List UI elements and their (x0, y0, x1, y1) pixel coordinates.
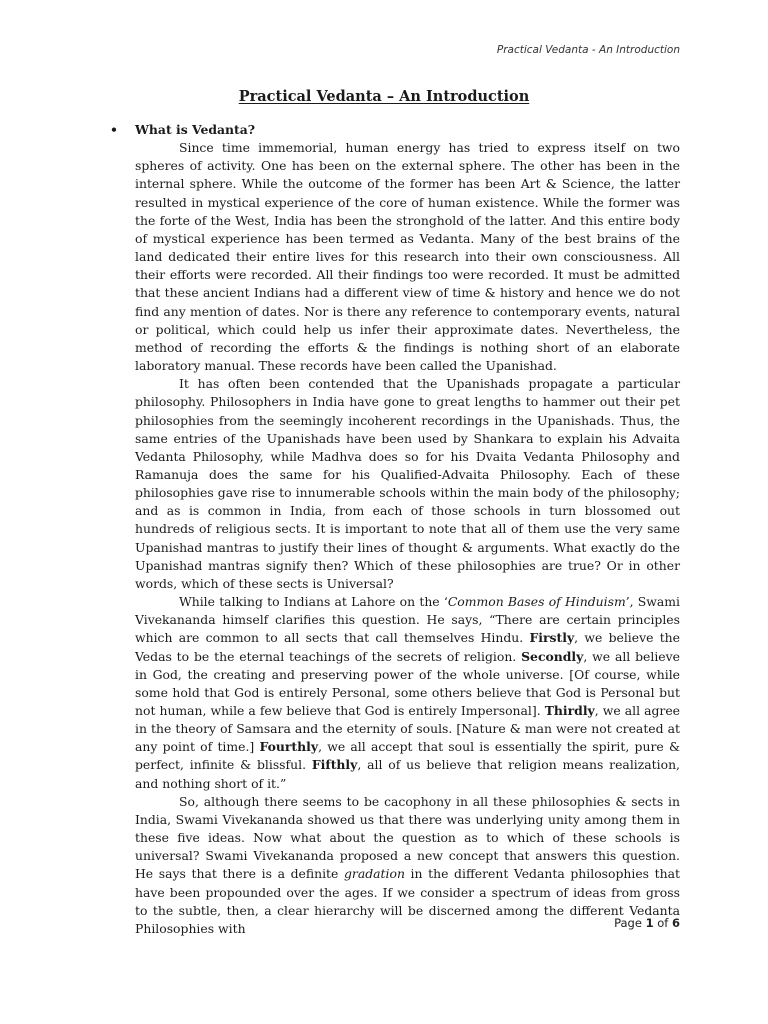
document-title: Practical Vedanta – An Introduction (238, 88, 530, 105)
p3-text: ’, Swami Vivekananda himself clarifies this question. He says, “There are certain principles which are common to all sects that call themselves Hindu. (135, 594, 681, 646)
current-page: 1 (645, 916, 654, 930)
emphasis-fourthly: Fourthly (259, 739, 319, 755)
paragraph-1: Since time immemorial, human energy has tried to express itself on two spheres of activity. One has been on the external sphere. The other has been in the internal sphere. While the outcome of the former has been Art & Science, the latter resulted in mystical experience of the core of human existence. While the former was the forte of the West, India has been the stronghold of the latter. And this entire body of mystical experience has been termed as Vedanta. Many of the best brains of the land dedicated their entire lives for this research into their own consciousness. All their efforts were recorded. All their findings too were recorded. It must be admitted that these ancient Indians had a different view of time & history and hence we do not find any mention of dates. Nor is there any reference to contemporary events, natural or political, which could help us infer their approximate dates. Nevertheless, the method of recording the efforts & the findings is nothing short of an elaborate laboratory manual. These records have been called the Upanishad. (135, 140, 680, 374)
emphasis-secondly: Secondly (521, 648, 584, 664)
emphasis-fifthly: Fifthly (311, 757, 358, 773)
section-heading (110, 121, 680, 139)
of-word: of (657, 916, 669, 930)
total-pages: 6 (671, 916, 680, 930)
p3-text: , we all agree in the theory of Samsara and the eternity of souls. [Nature & man were not created at any point of time.] (135, 703, 680, 755)
page-number (614, 916, 680, 930)
p4-text: in the different Vedanta philosophies that have been propounded over the ages. If we consider a spectrum of ideas from gross to the subtle, then, a clear hierarchy will be discerned among the different Vedanta Philosophies with (135, 866, 680, 936)
emphasis-firstly: Firstly (529, 630, 575, 646)
p4-text: So, although there seems to be cacophony in all these philosophies & sects in India, Swami Vivekananda showed us that there was underlying unity among them in these five ideas. Now what about the question as to which of these schools is universal? Swami Vivekananda proposed a new concept that answers this question. He says that there is a definite (135, 793, 680, 882)
paragraph-4 (135, 793, 680, 938)
p3-text: While talking to Indians at Lahore on the ‘ (179, 594, 448, 610)
paragraph-2: It has often been contended that the Upanishads propagate a particular philosophy. Philosophers in India have gone to great lengths to hammer out their pet philosophies from the seemingly incoherent recordings in the Upanishads. Thus, the same entries of the Upanishads have been used by Shankara to explain his Advaita Vedanta Philosophy, while Madhva does so for his Dvaita Vedanta Philosophy and Ramanuja does the same for his Qualified-Advaita Philosophy. Each of these philosophies gave rise to innumerable schools within the main body of the philosophy; and as is common in India, from each of those schools in turn blossomed out hundreds of religious sects. It is important to note that all of them use the very same Upanishad mantras to justify their lines of thought & arguments. What exactly do the Upanishad mantras signify then? Which of these philosophies are true? Or in other words, which of these sects is Universal? (135, 376, 680, 591)
page-word: Page (614, 916, 642, 930)
p3-text: , we all accept that soul is essentially the spirit, pure & perfect, infinite & blissful. (135, 739, 680, 773)
p3-text: , all of us believe that religion means realization, and nothing short of it.” (135, 757, 680, 791)
bullet-icon: • (110, 122, 118, 137)
emphasis-thirdly: Thirdly (544, 703, 595, 718)
p3-text: , we believe the Vedas to be the eternal teachings of the secrets of religion. (135, 630, 680, 664)
emphasis-gradation: gradation (343, 866, 405, 882)
p3-text: , we all believe in God, the creating and preserving power of the whole universe. [Of course, while some hold that God is entirely Personal, some others believe that God is Personal but not human, while a few believe that God is entirely Impersonal]. (135, 648, 680, 718)
paragraph-3 (135, 593, 680, 793)
running-header: Practical Vedanta - An Introduction (496, 44, 680, 56)
section-heading-text: What is Vedanta? (135, 122, 256, 137)
document-body (110, 121, 681, 938)
work-title: Common Bases of Hinduism (447, 594, 626, 610)
